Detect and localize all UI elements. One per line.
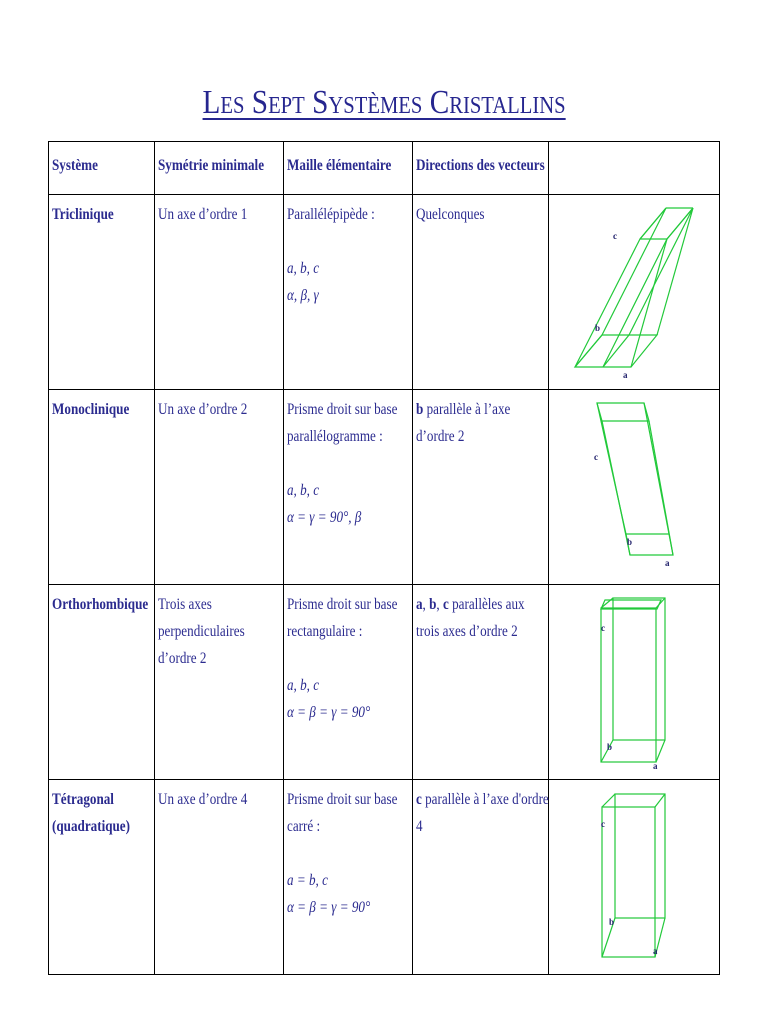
symmetry-cell: Trois axes perpendiculaires d’ordre 2: [155, 585, 284, 780]
symmetry-cell: Un axe d’ordre 4: [155, 780, 284, 975]
table-row: [49, 390, 720, 585]
header-row: [49, 142, 720, 195]
svg-text:a: a: [665, 558, 670, 568]
unit-cell-cell: Prisme droit sur base parallélogramme : a, b, c α = γ = 90°, β: [284, 390, 413, 585]
crystal-systems-table: [48, 141, 720, 975]
svg-text:c: c: [601, 623, 605, 633]
svg-text:c: c: [613, 231, 617, 241]
header-system: Système: [49, 142, 155, 195]
directions-cell: b parallèle à l’axe d’ordre 2: [413, 390, 549, 585]
svg-text:a: a: [623, 370, 628, 380]
svg-text:c: c: [594, 452, 598, 462]
system-name: Orthorhombique: [49, 585, 155, 780]
header-directions: Directions des vecteurs: [413, 142, 549, 195]
unit-cell-cell: Prisme droit sur base rectangulaire : a, b, c α = β = γ = 90°: [284, 585, 413, 780]
svg-text:c: c: [601, 819, 605, 829]
monoclinic-figure: [549, 390, 720, 585]
table-row: [49, 195, 720, 390]
table-row: [49, 780, 720, 975]
symmetry-cell: Un axe d’ordre 2: [155, 390, 284, 585]
tetragonal-figure: [549, 780, 720, 975]
system-name: Triclinique: [49, 195, 155, 390]
orthorhombic-figure: [549, 585, 720, 780]
unit-cell-cell: Parallélépipède : a, b, c α, β, γ: [284, 195, 413, 390]
svg-text:a: a: [653, 761, 658, 770]
svg-text:b: b: [627, 537, 633, 547]
header-cell: Maille élémentaire: [284, 142, 413, 195]
header-symmetry: Symétrie minimale: [155, 142, 284, 195]
directions-cell: c parallèle à l’axe d'ordre 4: [413, 780, 549, 975]
triclinic-figure: [549, 195, 720, 390]
system-name: Monoclinique: [49, 390, 155, 585]
svg-text:b: b: [609, 917, 615, 927]
svg-text:a: a: [653, 946, 658, 956]
directions-cell: a, b, c parallèles aux trois axes d’ordre 2: [413, 585, 549, 780]
directions-cell: Quelconques: [413, 195, 549, 390]
header-figure: [549, 142, 720, 195]
page-title: Les Sept Systèmes Cristallins: [202, 84, 566, 121]
unit-cell-cell: Prisme droit sur base carré : a = b, c α = β = γ = 90°: [284, 780, 413, 975]
system-name: Tétragonal (quadratique): [49, 780, 155, 975]
svg-text:b: b: [595, 323, 601, 333]
symmetry-cell: Un axe d’ordre 1: [155, 195, 284, 390]
svg-text:b: b: [607, 742, 613, 752]
table-row: [49, 585, 720, 780]
